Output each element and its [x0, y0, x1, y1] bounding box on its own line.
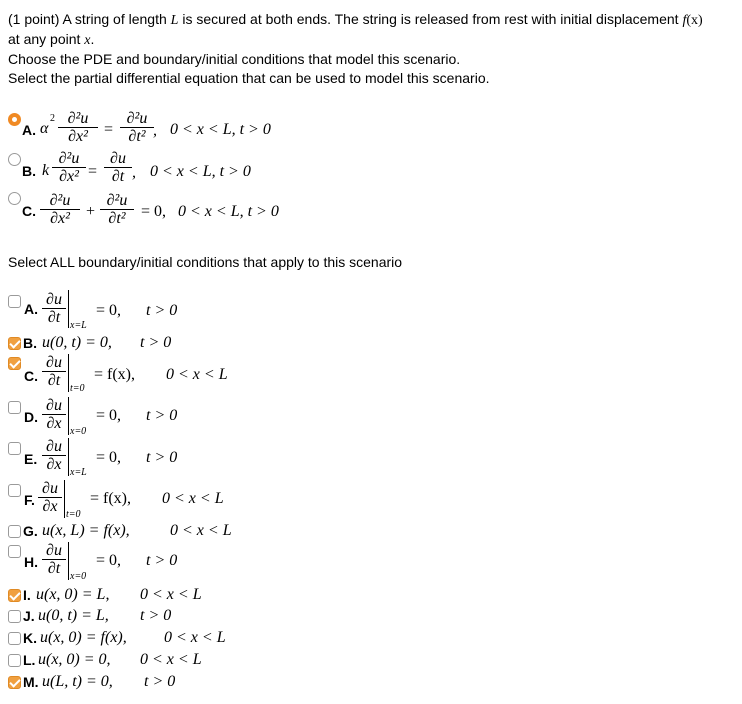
- bc-checkbox-d[interactable]: [8, 401, 21, 414]
- bc-dom-g: 0 < x < L: [170, 522, 232, 539]
- bc-deriv-e: ∂u ∂x: [42, 438, 66, 473]
- pde-lhs-c: ∂²u ∂x²: [40, 192, 80, 227]
- bc-checkbox-i[interactable]: [8, 589, 21, 602]
- bc-checkbox-g[interactable]: [8, 525, 21, 538]
- bc-dom-k: 0 < x < L: [164, 629, 226, 646]
- bc-label-j: J.: [23, 608, 35, 624]
- bc-expr-i: u(x, 0) = L,: [36, 586, 110, 603]
- bc-label-g: G.: [23, 523, 38, 539]
- pde-lhs-a: ∂²u ∂x²: [58, 110, 98, 145]
- pde-label-c: C.: [22, 203, 36, 219]
- bc-evalbar-f: [64, 480, 65, 518]
- bc-checkbox-h[interactable]: [8, 545, 21, 558]
- pde-label-b: B.: [22, 163, 36, 179]
- bc-at-c: t=0: [70, 383, 85, 394]
- bc-expr-j: u(0, t) = L,: [38, 607, 109, 624]
- pde-domain-c: 0 < x < L, t > 0: [178, 203, 279, 220]
- pde-rhs-a: ∂²u ∂t²: [120, 110, 154, 145]
- pde-radio-b[interactable]: [8, 153, 21, 166]
- bc-dom-i: 0 < x < L: [140, 586, 202, 603]
- bc-dom-m: t > 0: [144, 673, 176, 690]
- bc-checkbox-l[interactable]: [8, 654, 21, 667]
- bc-deriv-h: ∂u ∂t: [42, 542, 66, 577]
- pde-op-a: =: [104, 121, 114, 138]
- bc-label-m: M.: [23, 674, 39, 690]
- problem-statement: [8, 10, 734, 88]
- bc-label-b: B.: [23, 335, 37, 351]
- bc-dom-e: t > 0: [146, 449, 178, 466]
- pde-domain-a: 0 < x < L, t > 0: [170, 121, 271, 138]
- bc-dom-l: 0 < x < L: [140, 651, 202, 668]
- pde-rhs-b: ∂u ∂t: [104, 150, 132, 185]
- bc-dom-f: 0 < x < L: [162, 490, 224, 507]
- bc-checkbox-m[interactable]: [8, 676, 21, 689]
- intro-line-4: Select the partial differential equation that can be used to model this scenario.: [8, 70, 490, 86]
- bc-rhs-e: = 0,: [96, 449, 122, 466]
- bc-expr-m: u(L, t) = 0,: [42, 673, 113, 690]
- bc-checkbox-c[interactable]: [8, 357, 21, 370]
- bc-dom-c: 0 < x < L: [166, 366, 228, 383]
- bc-evalbar-h: [68, 542, 69, 580]
- bc-at-f: t=0: [66, 509, 81, 520]
- bc-rhs-d: = 0,: [96, 407, 122, 424]
- bc-at-a: x=L: [70, 320, 87, 331]
- bc-evalbar-c: [68, 354, 69, 392]
- pde-domain-b: 0 < x < L, t > 0: [150, 163, 251, 180]
- bc-label-a: A.: [24, 301, 38, 317]
- pde-op-c: +: [86, 203, 96, 220]
- pde-tail-b: ,: [132, 164, 136, 181]
- bc-rhs-a: = 0,: [96, 302, 122, 319]
- bc-expr-g: u(x, L) = f(x),: [42, 522, 130, 539]
- pde-radio-a[interactable]: [8, 113, 21, 126]
- bc-label-e: E.: [24, 451, 38, 467]
- intro-line-2: at any point x.: [8, 31, 95, 48]
- pde-lhs-b: ∂²u ∂x²: [52, 150, 86, 185]
- bc-deriv-d: ∂u ∂x: [42, 397, 66, 432]
- bc-label-c: C.: [24, 368, 38, 384]
- bc-at-d: x=0: [70, 426, 87, 437]
- pde-op-b: =: [88, 163, 98, 180]
- bc-rhs-c: = f(x),: [94, 366, 136, 383]
- bc-label-l: L.: [23, 652, 36, 668]
- bc-label-k: K.: [23, 630, 37, 646]
- pde-radio-c[interactable]: [8, 192, 21, 205]
- pde-coef-b: k: [42, 162, 50, 179]
- bc-checkbox-j[interactable]: [8, 610, 21, 623]
- bc-expr-k: u(x, 0) = f(x),: [40, 629, 127, 646]
- pde-label-a: A.: [22, 122, 36, 138]
- intro-line-1: (1 point) A string of length L is secured at both ends. The string is released from rest with initial displacement f(x): [8, 11, 703, 28]
- bc-deriv-f: ∂u ∂x: [38, 480, 62, 515]
- bc-dom-h: t > 0: [146, 552, 178, 569]
- bc-checkbox-k[interactable]: [8, 632, 21, 645]
- bc-label-f: F.: [24, 492, 35, 508]
- bc-dom-b: t > 0: [140, 334, 172, 351]
- intro-line-3: Choose the PDE and boundary/initial conditions that model this scenario.: [8, 51, 461, 67]
- bc-heading: Select ALL boundary/initial conditions that apply to this scenario: [8, 254, 403, 270]
- pde-rhs-c: ∂²u ∂t²: [100, 192, 134, 227]
- pde-coef-a: α: [40, 120, 49, 137]
- bc-evalbar-e: [68, 438, 69, 476]
- pde-coef-a-exp: 2: [50, 113, 55, 124]
- pde-tail-c: = 0,: [141, 203, 167, 220]
- bc-evalbar-d: [68, 397, 69, 435]
- bc-checkbox-a[interactable]: [8, 295, 21, 308]
- bc-expr-l: u(x, 0) = 0,: [38, 651, 111, 668]
- bc-label-h: H.: [24, 554, 38, 570]
- bc-dom-j: t > 0: [140, 607, 172, 624]
- bc-label-d: D.: [24, 409, 38, 425]
- bc-rhs-f: = f(x),: [90, 490, 132, 507]
- bc-dom-a: t > 0: [146, 302, 178, 319]
- pde-tail-a: ,: [153, 122, 157, 139]
- bc-dom-d: t > 0: [146, 407, 178, 424]
- bc-deriv-c: ∂u ∂t: [42, 354, 66, 389]
- bc-evalbar-a: [68, 290, 69, 328]
- bc-at-e: x=L: [70, 467, 87, 478]
- bc-checkbox-e[interactable]: [8, 442, 21, 455]
- bc-at-h: x=0: [70, 571, 87, 582]
- bc-expr-b: u(0, t) = 0,: [42, 334, 112, 351]
- bc-checkbox-f[interactable]: [8, 484, 21, 497]
- bc-rhs-h: = 0,: [96, 552, 122, 569]
- bc-label-i: I.: [23, 587, 31, 603]
- bc-deriv-a: ∂u ∂t: [42, 291, 66, 326]
- bc-checkbox-b[interactable]: [8, 337, 21, 350]
